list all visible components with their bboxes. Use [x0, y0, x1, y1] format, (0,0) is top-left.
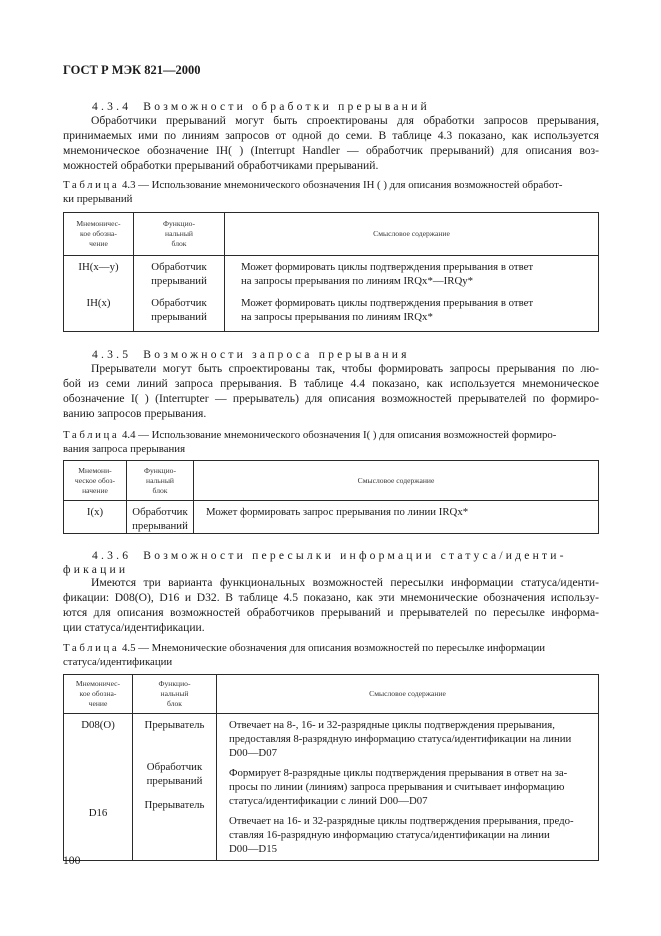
caption-text-cont: статуса/идентификации: [63, 656, 173, 668]
section-heading-4-3-4: [92, 100, 430, 113]
meaning-cell: Может формировать запрос прерывания по линии IRQx*: [194, 501, 599, 534]
header-mnemonic: Мнемони- ческое обоз- начение: [64, 461, 127, 501]
block-cell: Обработчик прерываний: [151, 261, 207, 287]
block-cell: Обработчик прерываний: [146, 761, 203, 787]
caption-text-cont: ки прерываний: [63, 193, 133, 205]
table-caption-4-3: [63, 178, 599, 206]
block-cell: Прерыватель: [144, 719, 205, 731]
meaning-cell: Отвечает на 16- и 32-разрядные циклы подтверждения прерывания, предо- ставляя 16-разрядную информацию статуса/идентификации на линии D00—D15: [229, 815, 574, 855]
block-cell: Обработчик прерываний: [127, 501, 194, 534]
paragraph-line: Прерыватели могут быть спроектированы так, чтобы формировать запросы прерывания по лю-: [91, 362, 599, 375]
meaning-cell: Отвечает на 8-, 16- и 32-разрядные циклы подтверждения прерывания, предоставляя 8-разрядную информацию статуса/идентификации на линии D00—D07: [229, 719, 572, 759]
document-header: ГОСТ Р МЭК 821—2000: [63, 63, 201, 77]
section-title-cont: фикации: [63, 563, 129, 576]
table-caption-4-4: [63, 428, 599, 456]
paragraph-line: фикации: D08(O), D16 и D32. В таблице 4.5 показано, как эти мнемонические обозначения использу-: [63, 591, 599, 604]
paragraph-line: можностей обработки прерываний обработчиками прерываний.: [63, 159, 379, 172]
header-meaning: Смысловое содержание: [217, 675, 599, 714]
header-meaning: Смысловое содержание: [225, 213, 599, 256]
paragraph-4-3-6: [63, 575, 599, 635]
page-number: 100: [63, 854, 81, 867]
caption-text-cont: вания запроса прерывания: [63, 443, 186, 455]
mnemonic-cell: IH(x): [86, 297, 111, 309]
block-cell: Обработчик прерываний: [151, 297, 207, 323]
table-4-3: [63, 212, 599, 332]
caption-word: Таблица: [63, 429, 120, 441]
meaning-cell: Может формировать циклы подтверждения прерывания в ответ на запросы прерывания по линиям IRQx*—IRQy*: [241, 261, 534, 287]
section-title: Возможности пересылки информации статуса/иденти-: [143, 549, 567, 562]
paragraph-line: бой из семи линий запроса прерывания. В таблице 4.4 показано, как используется мнемоническое: [63, 377, 599, 390]
header-block: Функцио- нальный блок: [134, 213, 225, 256]
section-title: Возможности обработки прерываний: [143, 100, 430, 113]
section-heading-4-3-6: [92, 549, 600, 562]
header-mnemonic: Мнемоничес- кое обозна- чение: [64, 675, 133, 714]
table-row: [64, 501, 599, 534]
mnemonic-cell: D08(O): [81, 719, 115, 731]
table-caption-4-5: [63, 641, 599, 669]
paragraph-line: ванию запросов прерывания.: [63, 407, 207, 420]
section-heading-4-3-5: [92, 348, 410, 361]
paragraph-4-3-5: [63, 361, 599, 421]
mnemonic-cell: IH(x—y): [78, 261, 119, 273]
paragraph-line: мнемоническое обозначение IH( ) (Interrupt Handler — обработчик прерываний) для описания воз-: [63, 144, 599, 157]
table-4-4: [63, 460, 599, 534]
table-row: [64, 714, 599, 861]
section-title: Возможности запроса прерывания: [143, 348, 410, 361]
header-meaning: Смысловое содержание: [194, 461, 599, 501]
section-number: 4.3.4: [92, 100, 132, 113]
paragraph-line: Имеются три варианта функциональных возможностей пересылки информации статуса/иденти-: [91, 576, 599, 589]
table-4-5: [63, 674, 599, 861]
section-number: 4.3.5: [92, 348, 132, 361]
paragraph-line: Обработчики прерываний могут быть спроектированы для обработки запросов прерывания,: [91, 114, 599, 127]
paragraph-line: обозначение I( ) (Interrupter — прерыватель) для описания возможностей прерывателей по формиро-: [63, 392, 599, 405]
paragraph-4-3-4: [63, 113, 599, 173]
header-block: Функцио- нальный блок: [133, 675, 217, 714]
header-block: Функцио- нальный блок: [127, 461, 194, 501]
caption-word: Таблица: [63, 179, 120, 191]
caption-text: 4.3 — Использование мнемонического обозначения IH ( ) для описания возможностей обработ-: [121, 179, 563, 191]
block-cell: Прерыватель: [144, 799, 205, 811]
caption-word: Таблица: [63, 642, 120, 654]
header-mnemonic: Мнемоничес- кое обозна- чение: [64, 213, 134, 256]
mnemonic-cell: I(x): [64, 501, 127, 534]
meaning-cell: Формирует 8-разрядные циклы подтверждения прерывания в ответ на за- просы по линии (линиям) запроса прерывания и считывает информацию статуса/идентификации с линий D00—D07: [229, 767, 568, 807]
paragraph-line: ции статуса/идентификации.: [63, 621, 205, 634]
meaning-cell: Может формировать циклы подтверждения прерывания в ответ на запросы прерывания по линиям IRQx*: [241, 297, 534, 323]
caption-text: 4.5 — Мнемонические обозначения для описания возможностей по пересылке информации: [121, 642, 546, 654]
mnemonic-cell: D16: [88, 807, 108, 819]
section-number: 4.3.6: [92, 549, 132, 562]
caption-text: 4.4 — Использование мнемонического обозначения I( ) для описания возможностей формиро-: [121, 429, 557, 441]
paragraph-line: принимаемых ими по линиям запросов от одной до семи. В таблице 4.3 показано, как используется: [63, 129, 599, 142]
table-row: [64, 256, 599, 332]
paragraph-line: ются для описания возможностей обработчиков прерываний и прерывателей по пересылке информа-: [63, 606, 599, 619]
